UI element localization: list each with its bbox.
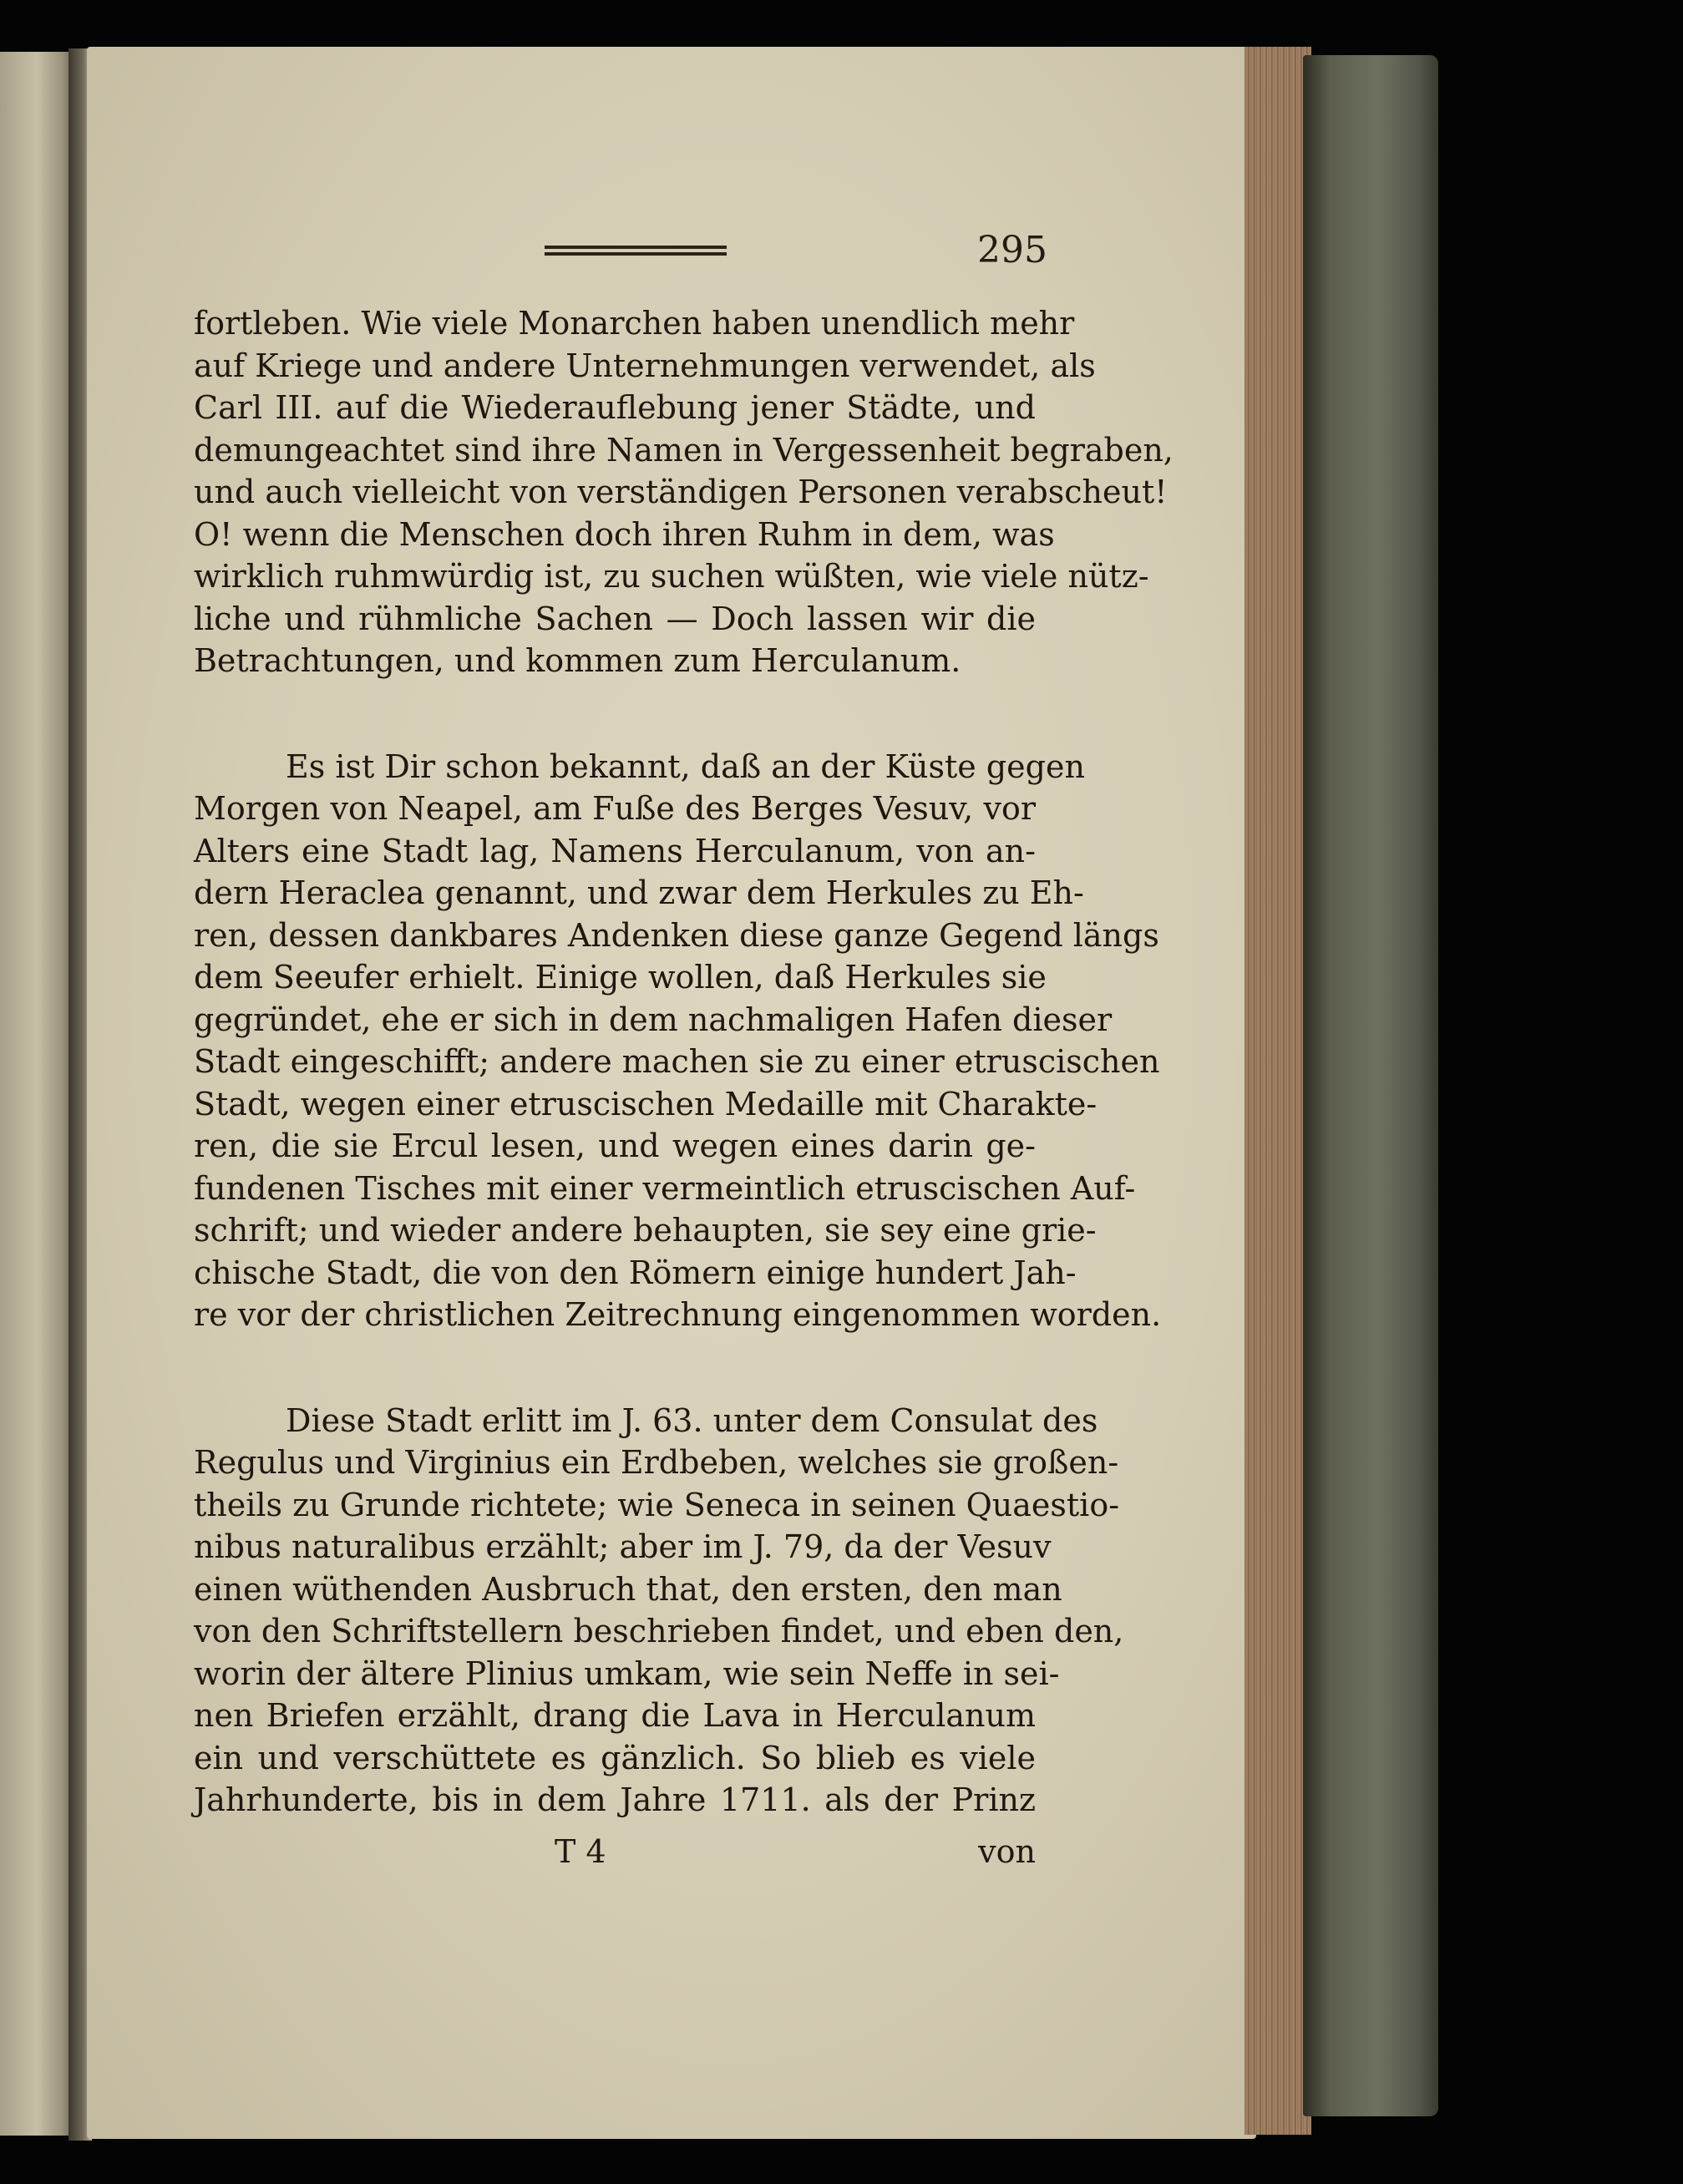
- text-line: auf Kriege und andere Unternehmungen verwendet, als: [194, 347, 1096, 384]
- header-rule: [545, 246, 727, 256]
- text-line: O! wenn die Menschen doch ihren Ruhm in dem, was: [194, 515, 1055, 553]
- text-line: schrift; und wieder andere behaupten, sie sey eine grie-: [194, 1212, 1097, 1249]
- text-line: und auch vielleicht von verständigen Personen verabscheut!: [194, 474, 1168, 510]
- text-line: ren, dessen dankbares Andenken diese ganze Gegend längs: [194, 916, 1159, 954]
- page-number: 295: [977, 229, 1047, 271]
- text-line: dern Heraclea genannt, und zwar dem Herkules zu Eh-: [194, 874, 1084, 911]
- text-line: Jahrhunderte, bis in dem Jahre 1711. als der Prinz: [194, 1781, 1036, 1818]
- text-line: Regulus und Virginius ein Erdbeben, welches sie großen-: [194, 1444, 1119, 1481]
- body-text: [194, 302, 1174, 1822]
- text-line: Es ist Dir schon bekannt, daß an der Küste gegen: [286, 747, 1085, 785]
- text-line: worin der ältere Plinius umkam, wie sein Neffe in sei-: [194, 1654, 1060, 1692]
- text-line: nen Briefen erzählt, drang die Lava in Herculanum: [194, 1697, 1036, 1734]
- text-line: demungeachtet sind ihre Namen in Vergessenheit begraben,: [194, 431, 1174, 469]
- text-line: von den Schriftstellern beschrieben findet, und eben den,: [194, 1613, 1124, 1649]
- text-line: Morgen von Neapel, am Fuße des Berges Vesuv, vor: [194, 790, 1036, 827]
- text-line: Carl III. auf die Wiederauflebung jener Städte, und: [194, 389, 1036, 426]
- text-line: nibus naturalibus erzählt; aber im J. 79, da der Vesuv: [194, 1528, 1052, 1565]
- text-line: chische Stadt, die von den Römern einige hundert Jah-: [194, 1254, 1077, 1291]
- page-footer: [194, 1831, 1036, 1872]
- text-line: re vor der christlichen Zeitrechnung eingenommen worden.: [194, 1296, 1162, 1333]
- paragraph-3: [194, 1400, 1124, 1822]
- text-line: fundenen Tisches mit einer vermeintlich etruscischen Auf-: [194, 1169, 1136, 1207]
- catchword: von: [978, 1833, 1036, 1870]
- book-cover: [1303, 55, 1438, 2116]
- signature-mark: T 4: [555, 1833, 606, 1870]
- text-line: Betrachtungen, und kommen zum Herculanum.: [194, 642, 961, 679]
- text-line: wirklich ruhmwürdig ist, zu suchen wüßten, wie viele nütz-: [194, 558, 1149, 595]
- text-line: einen wüthenden Ausbruch that, den ersten, den man: [194, 1570, 1062, 1608]
- text-line: ein und verschüttete es gänzlich. So blieb es viele: [194, 1739, 1036, 1776]
- text-line: dem Seeufer erhielt. Einige wollen, daß Herkules sie: [194, 959, 1047, 996]
- text-line: Stadt, wegen einer etruscischen Medaille mit Charakte-: [194, 1085, 1097, 1122]
- text-line: theils zu Grunde richtete; wie Seneca in seinen Quaestio-: [194, 1486, 1120, 1523]
- text-line: liche und rühmliche Sachen — Doch lassen wir die: [194, 600, 1036, 637]
- left-page-edge: [0, 52, 74, 2136]
- text-line: ren, die sie Ercul lesen, und wegen eines darin ge-: [194, 1127, 1036, 1164]
- paragraph-2: [194, 746, 1162, 1336]
- paragraph-1: [194, 302, 1174, 682]
- text-line: fortleben. Wie viele Monarchen haben unendlich mehr: [194, 305, 1075, 342]
- page-edges: [1245, 47, 1311, 2135]
- text-line: Stadt eingeschifft; andere machen sie zu einer etruscischen: [194, 1043, 1160, 1080]
- text-line: gegründet, ehe er sich in dem nachmaligen Hafen dieser: [194, 1001, 1113, 1038]
- text-line: Alters eine Stadt lag, Namens Herculanum, von an-: [194, 832, 1036, 869]
- text-line: Diese Stadt erlitt im J. 63. unter dem Consulat des: [286, 1401, 1098, 1439]
